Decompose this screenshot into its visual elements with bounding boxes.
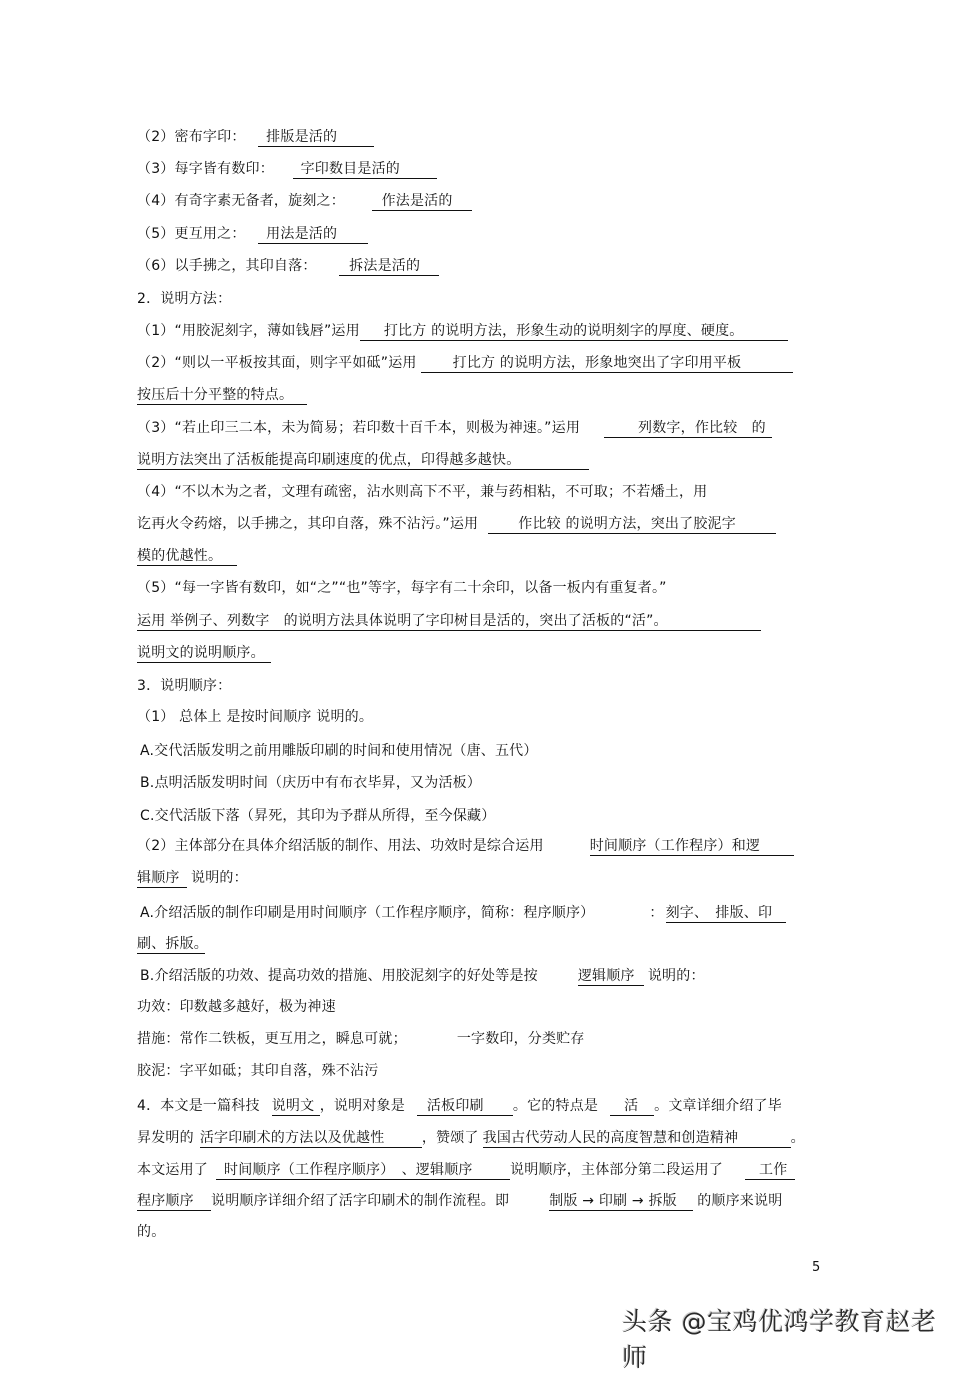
summary-text: 。它的特点是	[512, 1098, 599, 1114]
answer-blank: 时间顺序（工作程序顺序） 、逻辑顺序	[216, 1160, 510, 1180]
quote-text: “用胶泥刻字，薄如钱唇”运用	[174, 323, 360, 339]
summary-text: 说明顺序，主体部分第二段运用了	[510, 1162, 723, 1178]
item-6	[137, 256, 439, 276]
method-item-5-cont	[137, 611, 761, 631]
answer-blank: 活字印刷术的方法以及优越性	[200, 1128, 422, 1148]
method-item-1	[137, 321, 788, 341]
item-text: 说明的：	[647, 968, 705, 984]
item-2	[137, 127, 374, 147]
summary-line-1	[137, 1096, 782, 1116]
watermark: 头条 @宝鸡优鸿学教育赵老师	[622, 1307, 937, 1372]
method-item-2	[137, 353, 793, 373]
summary-text: ，赞颂了	[421, 1130, 479, 1146]
answer-blank: 打比方 的说明方法，形象生动的说明刻字的厚度、硬度。	[360, 321, 788, 341]
item-number: （5）	[137, 226, 175, 242]
method-item-4-cont	[137, 514, 776, 534]
answer-blank: 活板印刷	[417, 1096, 513, 1116]
answer-blank: 作比较 的说明方法，突出了胶泥字	[488, 514, 776, 534]
method-item-4-cont2	[137, 546, 237, 566]
method-item-3	[137, 418, 772, 438]
method-item-5	[137, 578, 667, 598]
summary-text: 昇发明的	[137, 1130, 194, 1146]
answer-blank: 刷、拆版。	[137, 936, 208, 952]
detail-label: 功效：	[137, 999, 180, 1015]
answer-blank: 程序顺序	[137, 1191, 211, 1211]
detail-measures	[137, 1029, 585, 1049]
section-heading: 2．说明方法：	[137, 291, 232, 307]
order-item-2	[137, 836, 794, 856]
detail-label: 措施：	[137, 1031, 180, 1047]
summary-text: 。文章详细介绍了毕	[654, 1098, 782, 1114]
item-text: （2）主体部分在具体介绍活版的制作、用法、功效时是综合运用	[137, 838, 544, 854]
order-part-b	[140, 966, 705, 986]
detail-text: 一字数印，分类贮存	[456, 1031, 585, 1047]
order-subitem-c: C.交代活版下落（昇死，其印为予群从所得，至今保藏）	[140, 808, 496, 824]
item-text: A.介绍活版的制作印刷是用时间顺序（工作程序顺序，简称：程序顺序）	[140, 905, 588, 921]
item-text: B.介绍活版的功效、提高功效的措施、用胶泥刻字的好处等是按	[140, 968, 538, 984]
item-prompt: 有奇字素无备者，旋刻之：	[174, 193, 345, 209]
summary-text: ，说明对象是	[319, 1098, 405, 1114]
summary-line-2	[137, 1128, 805, 1148]
item-number: （4）	[137, 193, 175, 209]
item-number: （5）	[137, 580, 175, 596]
quote-text: 讫再火令药熔，以手拂之，其印自落，殊不沾污。”运用	[137, 516, 479, 532]
summary-text: 4．本文是一篇科技	[137, 1098, 260, 1114]
answer-blank: 说明文	[272, 1096, 320, 1116]
answer-blank: 拆法是活的	[339, 256, 439, 276]
item-number: （1）	[137, 323, 175, 339]
summary-text: 。	[790, 1130, 805, 1146]
method-item-3-cont	[137, 450, 589, 470]
detail-text: 常作二铁板，更互用之，瞬息可就；	[179, 1031, 407, 1047]
item-number: （3）	[137, 161, 175, 177]
answer-blank: 制版 → 印刷 → 拆版	[549, 1191, 693, 1211]
item-number: （6）	[137, 258, 175, 274]
answer-blank: 字印数目是活的	[293, 159, 437, 179]
answer-blank: 打比方 的说明方法，形象地突出了字印用平板	[421, 353, 793, 373]
detail-effect	[137, 997, 336, 1017]
answer-blank: 说明文的说明顺序。	[137, 643, 271, 663]
answer-blank: 运用 举例子、列数字 的说明方法具体说明了字印树目是活的，突出了活板的“活”。	[137, 611, 761, 631]
answer-blank: 我国古代劳动人民的高度智慧和创造精神	[483, 1128, 791, 1148]
answer-blank: 工作	[745, 1160, 795, 1180]
answer-blank: 时间顺序（工作程序）和逻	[590, 836, 794, 856]
answer-blank: 逻辑顺序	[578, 966, 644, 986]
item-prompt: 密布字印：	[174, 129, 246, 145]
quote-text: “不以木为之者，文理有疏密，沾水则高下不平，兼与药相粘，不可取；不若燔土，用	[174, 484, 708, 500]
summary-text: 本文运用了	[137, 1162, 208, 1178]
item-5	[137, 224, 368, 244]
summary-line-5: 的。	[137, 1224, 166, 1240]
answer-blank: 用法是活的	[258, 224, 368, 244]
summary-line-4	[137, 1191, 782, 1211]
order-subitem-b: B.点明活版发明时间（庆历中有布衣毕昇，又为活板）	[140, 775, 482, 791]
item-4	[137, 191, 472, 211]
answer-blank: 模的优越性。	[137, 546, 237, 566]
answer-blank: 辑顺序	[137, 868, 187, 888]
item-prompt: 更互用之：	[174, 226, 246, 242]
detail-label: 胶泥：	[137, 1063, 180, 1079]
quote-text: “每一字皆有数印，如“之”“也”等字，每字有二十余印，以备一板内有重复者。”	[174, 580, 667, 596]
order-part-a-cont	[137, 934, 208, 954]
order-subitem-a: A.交代活版发明之前用雕版印刷的时间和使用情况（唐、五代）	[140, 743, 538, 759]
answer-blank: 列数字，作比较 的	[604, 418, 772, 438]
detail-text: 字平如砥；其印自落，殊不沾污	[179, 1063, 379, 1079]
detail-text: 印数越多越好，极为神速	[179, 999, 336, 1015]
page-number: 5	[812, 1260, 821, 1275]
item-number: （3）	[137, 420, 175, 436]
section-heading: 3．说明顺序：	[137, 678, 232, 694]
order-item-2-cont	[137, 868, 248, 888]
order-part-a: A.介绍活版的制作印刷是用时间顺序（工作程序顺序，简称：程序顺序） ： 刻字、 排版、印	[140, 903, 786, 923]
answer-blank: 按压后十分平整的特点。	[137, 385, 307, 405]
order-item-1: （1） 总体上 是按时间顺序 说明的。	[137, 709, 374, 725]
item-number: （2）	[137, 355, 175, 371]
quote-text: “若止印三二本，未为简易；若印数十百千本，则极为神速。”运用	[174, 420, 581, 436]
summary-text: 的顺序来说明	[697, 1193, 783, 1209]
method-item-5-cont2	[137, 643, 271, 663]
summary-line-3	[137, 1160, 795, 1180]
quote-text: “则以一平板按其面，则字平如砥”运用	[174, 355, 417, 371]
item-3	[137, 159, 437, 179]
method-item-4	[137, 482, 707, 502]
item-number: （2）	[137, 129, 175, 145]
answer-blank: 作法是活的	[372, 191, 472, 211]
answer-blank: 排版是活的	[258, 127, 374, 147]
summary-text: 说明顺序详细介绍了活字印刷术的制作流程。即	[211, 1193, 510, 1209]
item-text: 说明的：	[191, 870, 248, 886]
answer-blank: 刻字、 排版、印	[666, 903, 786, 923]
detail-clay	[137, 1061, 378, 1081]
item-prompt: 以手拂之，其印自落：	[174, 258, 317, 274]
method-item-2-cont	[137, 385, 307, 405]
answer-blank: 说明方法突出了活板能提高印刷速度的优点，印得越多越快。	[137, 450, 589, 470]
item-number: （4）	[137, 484, 175, 500]
answer-blank: 活	[610, 1096, 654, 1116]
item-prompt: 每字皆有数印：	[174, 161, 274, 177]
